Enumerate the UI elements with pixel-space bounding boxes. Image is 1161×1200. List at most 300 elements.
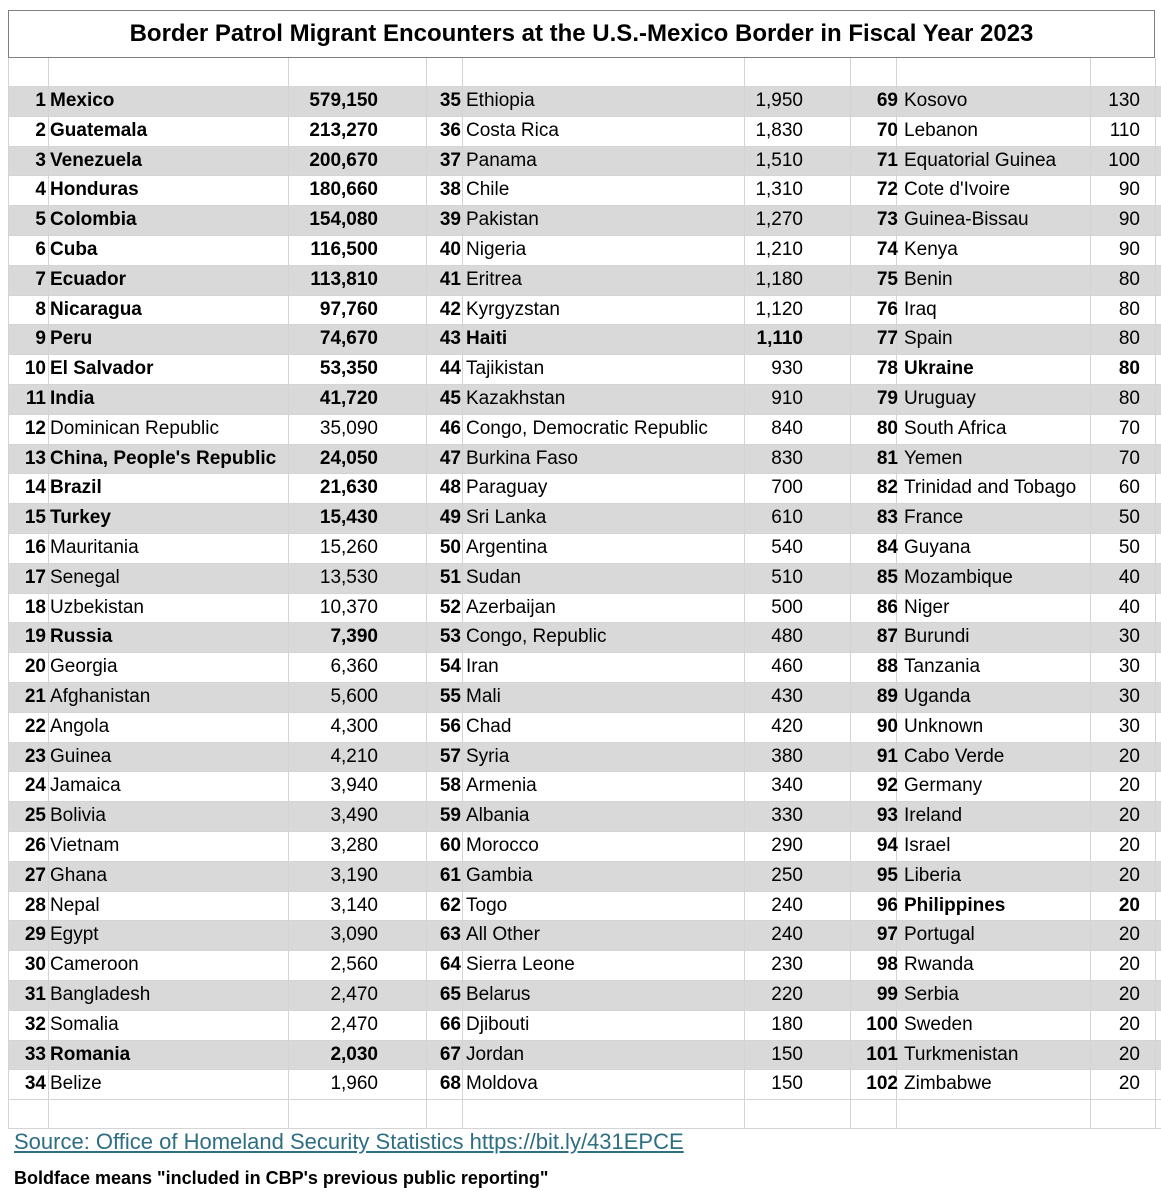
country-cell[interactable]: Panama [466, 149, 537, 171]
encounters-cell[interactable]: 220 [771, 984, 803, 1005]
encounters-cell[interactable]: 1,270 [755, 209, 803, 231]
country-cell[interactable]: Vietnam [50, 835, 120, 856]
rank-cell[interactable]: 29 [24, 924, 46, 946]
rank-cell[interactable]: 15 [24, 507, 46, 529]
country-cell[interactable]: Ethiopia [466, 90, 535, 111]
encounters-cell[interactable]: 840 [771, 417, 803, 439]
country-cell[interactable]: Sudan [466, 566, 521, 588]
encounters-cell[interactable]: 80 [1118, 328, 1140, 350]
country-cell[interactable]: Uganda [904, 686, 971, 707]
rank-cell[interactable]: 93 [876, 805, 898, 827]
encounters-cell[interactable]: 4,300 [330, 715, 378, 737]
country-cell[interactable]: Pakistan [466, 209, 539, 231]
rank-cell[interactable]: 52 [439, 596, 461, 618]
encounters-cell[interactable]: 20 [1118, 1013, 1140, 1035]
rank-cell[interactable]: 7 [35, 268, 46, 290]
encounters-cell[interactable]: 380 [771, 745, 803, 767]
country-cell[interactable]: Turkmenistan [904, 1043, 1019, 1065]
encounters-cell[interactable]: 30 [1118, 715, 1140, 737]
source-link[interactable]: Source: Office of Homeland Security Statistics https://bit.ly/431EPCE [14, 1129, 684, 1154]
country-cell[interactable]: Kyrgyzstan [466, 298, 560, 320]
encounters-cell[interactable]: 13,530 [319, 566, 378, 588]
rank-cell[interactable]: 45 [439, 388, 461, 409]
country-cell[interactable]: Colombia [50, 209, 137, 231]
country-cell[interactable]: Congo, Republic [466, 626, 607, 648]
country-cell[interactable]: Armenia [466, 775, 537, 797]
encounters-cell[interactable]: 250 [771, 864, 803, 886]
rank-cell[interactable]: 73 [876, 209, 898, 231]
encounters-cell[interactable]: 4,210 [330, 745, 378, 767]
encounters-cell[interactable]: 180 [771, 1013, 803, 1035]
encounters-cell[interactable]: 74,670 [319, 328, 378, 350]
encounters-cell[interactable]: 330 [771, 805, 803, 827]
encounters-cell[interactable]: 70 [1118, 447, 1140, 469]
rank-cell[interactable]: 14 [24, 477, 46, 499]
encounters-cell[interactable]: 3,140 [330, 894, 378, 916]
country-cell[interactable]: Chad [466, 715, 512, 737]
encounters-cell[interactable]: 20 [1118, 1043, 1140, 1065]
encounters-cell[interactable]: 100 [1108, 149, 1140, 171]
rank-cell[interactable]: 102 [866, 1073, 898, 1095]
country-cell[interactable]: Mali [466, 686, 501, 707]
encounters-cell[interactable]: 30 [1118, 626, 1140, 648]
country-cell[interactable]: Eritrea [466, 268, 522, 290]
rank-cell[interactable]: 22 [24, 715, 46, 737]
encounters-cell[interactable]: 340 [771, 775, 803, 797]
rank-cell[interactable]: 90 [876, 715, 898, 737]
country-cell[interactable]: Bangladesh [50, 984, 151, 1005]
rank-cell[interactable]: 60 [439, 835, 461, 856]
rank-cell[interactable]: 66 [439, 1013, 461, 1035]
country-cell[interactable]: Russia [50, 626, 113, 648]
encounters-cell[interactable]: 113,810 [310, 268, 378, 290]
encounters-cell[interactable]: 80 [1118, 298, 1140, 320]
country-cell[interactable]: Ecuador [50, 268, 127, 290]
country-cell[interactable]: Moldova [466, 1073, 538, 1095]
rank-cell[interactable]: 24 [24, 775, 46, 797]
encounters-cell[interactable]: 290 [771, 835, 803, 856]
encounters-cell[interactable]: 6,360 [330, 656, 378, 678]
rank-cell[interactable]: 101 [866, 1043, 898, 1065]
rank-cell[interactable]: 50 [439, 537, 461, 558]
rank-cell[interactable]: 70 [876, 119, 898, 141]
rank-cell[interactable]: 92 [876, 775, 898, 797]
encounters-cell[interactable]: 420 [771, 715, 803, 737]
rank-cell[interactable]: 36 [439, 119, 461, 141]
encounters-cell[interactable]: 3,940 [330, 775, 378, 797]
encounters-cell[interactable]: 2,470 [330, 1013, 378, 1035]
country-cell[interactable]: Sweden [904, 1013, 973, 1035]
rank-cell[interactable]: 63 [439, 924, 461, 946]
encounters-cell[interactable]: 110 [1109, 119, 1140, 141]
country-cell[interactable]: Turkey [50, 507, 111, 529]
country-cell[interactable]: Ireland [904, 805, 963, 827]
country-cell[interactable]: El Salvador [50, 358, 154, 380]
rank-cell[interactable]: 48 [439, 477, 461, 499]
rank-cell[interactable]: 89 [876, 686, 898, 707]
rank-cell[interactable]: 46 [439, 417, 461, 439]
rank-cell[interactable]: 72 [876, 179, 898, 201]
country-cell[interactable]: Uzbekistan [50, 596, 144, 618]
rank-cell[interactable]: 3 [35, 149, 46, 171]
country-cell[interactable]: Guyana [904, 537, 971, 558]
country-cell[interactable]: Ghana [50, 864, 108, 886]
rank-cell[interactable]: 33 [24, 1043, 46, 1065]
encounters-cell[interactable]: 50 [1118, 507, 1140, 529]
encounters-cell[interactable]: 21,630 [319, 477, 378, 499]
rank-cell[interactable]: 88 [876, 656, 898, 678]
encounters-cell[interactable]: 20 [1118, 775, 1140, 797]
rank-cell[interactable]: 23 [24, 745, 46, 767]
rank-cell[interactable]: 58 [439, 775, 461, 797]
encounters-cell[interactable]: 230 [771, 954, 803, 976]
encounters-cell[interactable]: 70 [1118, 417, 1140, 439]
rank-cell[interactable]: 19 [24, 626, 46, 648]
encounters-cell[interactable]: 97,760 [319, 298, 378, 320]
rank-cell[interactable]: 84 [876, 537, 898, 558]
rank-cell[interactable]: 16 [24, 537, 46, 558]
rank-cell[interactable]: 53 [439, 626, 461, 648]
encounters-cell[interactable]: 10,370 [319, 596, 378, 618]
country-cell[interactable]: All Other [466, 924, 540, 946]
rank-cell[interactable]: 26 [24, 835, 46, 856]
encounters-cell[interactable]: 3,280 [330, 835, 378, 856]
country-cell[interactable]: China, People's Republic [50, 447, 277, 469]
rank-cell[interactable]: 20 [24, 656, 46, 678]
encounters-cell[interactable]: 15,260 [319, 537, 378, 558]
encounters-cell[interactable]: 510 [771, 566, 803, 588]
country-cell[interactable]: Argentina [466, 537, 548, 558]
country-cell[interactable]: Liberia [904, 864, 962, 886]
rank-cell[interactable]: 49 [439, 507, 461, 529]
rank-cell[interactable]: 39 [439, 209, 461, 231]
country-cell[interactable]: India [50, 388, 95, 409]
rank-cell[interactable]: 95 [876, 864, 898, 886]
country-cell[interactable]: Benin [904, 268, 953, 290]
encounters-cell[interactable]: 610 [771, 507, 803, 529]
encounters-cell[interactable]: 1,830 [755, 119, 803, 141]
rank-cell[interactable]: 37 [439, 149, 461, 171]
encounters-cell[interactable]: 41,720 [319, 388, 378, 409]
country-cell[interactable]: Guinea-Bissau [904, 209, 1029, 231]
encounters-cell[interactable]: 20 [1118, 954, 1140, 976]
title-cell[interactable] [8, 10, 1155, 58]
country-cell[interactable]: Haiti [466, 328, 508, 350]
country-cell[interactable]: Trinidad and Tobago [904, 477, 1077, 499]
encounters-cell[interactable]: 15,430 [319, 507, 378, 529]
country-cell[interactable]: Senegal [50, 566, 120, 588]
country-cell[interactable]: Zimbabwe [904, 1073, 992, 1095]
encounters-cell[interactable]: 35,090 [319, 417, 378, 439]
rank-cell[interactable]: 85 [876, 566, 898, 588]
rank-cell[interactable]: 10 [24, 358, 46, 380]
encounters-cell[interactable]: 80 [1118, 388, 1140, 409]
country-cell[interactable]: Kosovo [904, 90, 968, 111]
rank-cell[interactable]: 21 [24, 686, 46, 707]
rank-cell[interactable]: 1 [35, 90, 46, 111]
encounters-cell[interactable]: 116,500 [310, 239, 378, 260]
rank-cell[interactable]: 79 [876, 388, 898, 409]
encounters-cell[interactable]: 30 [1118, 686, 1140, 707]
encounters-cell[interactable]: 540 [771, 537, 803, 558]
country-cell[interactable]: Belarus [466, 984, 531, 1005]
country-cell[interactable]: Mozambique [904, 566, 1013, 588]
country-cell[interactable]: Ukraine [904, 358, 974, 380]
country-cell[interactable]: Brazil [50, 477, 102, 499]
encounters-cell[interactable]: 154,080 [309, 209, 378, 231]
encounters-cell[interactable]: 7,390 [330, 626, 378, 648]
country-cell[interactable]: Germany [904, 775, 983, 797]
country-cell[interactable]: Morocco [466, 835, 539, 856]
encounters-cell[interactable]: 150 [771, 1043, 803, 1065]
encounters-cell[interactable]: 90 [1118, 239, 1140, 260]
rank-cell[interactable]: 4 [35, 179, 46, 201]
encounters-cell[interactable]: 3,090 [330, 924, 378, 946]
country-cell[interactable]: Sierra Leone [466, 954, 575, 976]
country-cell[interactable]: Unknown [904, 715, 984, 737]
country-cell[interactable]: Paraguay [466, 477, 548, 499]
country-cell[interactable]: Cameroon [50, 954, 139, 976]
encounters-cell[interactable]: 3,190 [330, 864, 378, 886]
country-cell[interactable]: Israel [904, 835, 951, 856]
rank-cell[interactable]: 17 [24, 566, 46, 588]
rank-cell[interactable]: 83 [876, 507, 898, 529]
encounters-cell[interactable]: 2,560 [330, 954, 378, 976]
rank-cell[interactable]: 69 [876, 90, 898, 111]
country-cell[interactable]: Jamaica [50, 775, 121, 797]
rank-cell[interactable]: 25 [24, 805, 46, 827]
encounters-cell[interactable]: 20 [1118, 745, 1140, 767]
country-cell[interactable]: Uruguay [904, 388, 976, 409]
country-cell[interactable]: Gambia [466, 864, 533, 886]
country-cell[interactable]: Bolivia [50, 805, 106, 827]
encounters-cell[interactable]: 40 [1118, 596, 1140, 618]
rank-cell[interactable]: 81 [876, 447, 898, 469]
country-cell[interactable]: Syria [466, 745, 510, 767]
rank-cell[interactable]: 34 [24, 1073, 46, 1095]
country-cell[interactable]: Azerbaijan [466, 596, 556, 618]
country-cell[interactable]: Costa Rica [466, 119, 559, 141]
rank-cell[interactable]: 5 [35, 209, 46, 231]
rank-cell[interactable]: 59 [439, 805, 461, 827]
encounters-cell[interactable]: 24,050 [319, 447, 378, 469]
rank-cell[interactable]: 68 [439, 1073, 461, 1095]
country-cell[interactable]: Kenya [904, 239, 958, 260]
encounters-cell[interactable]: 20 [1118, 805, 1140, 827]
rank-cell[interactable]: 41 [439, 268, 461, 290]
country-cell[interactable]: Albania [466, 805, 530, 827]
encounters-cell[interactable]: 90 [1118, 179, 1140, 201]
rank-cell[interactable]: 30 [24, 954, 46, 976]
encounters-cell[interactable]: 480 [771, 626, 803, 648]
rank-cell[interactable]: 38 [439, 179, 461, 201]
rank-cell[interactable]: 31 [24, 984, 46, 1005]
encounters-cell[interactable]: 5,600 [330, 686, 378, 707]
encounters-cell[interactable]: 40 [1118, 566, 1140, 588]
rank-cell[interactable]: 62 [439, 894, 461, 916]
country-cell[interactable]: Mauritania [50, 537, 139, 558]
rank-cell[interactable]: 94 [876, 835, 898, 856]
encounters-cell[interactable]: 830 [771, 447, 803, 469]
rank-cell[interactable]: 65 [439, 984, 461, 1005]
encounters-cell[interactable]: 20 [1118, 984, 1140, 1005]
rank-cell[interactable]: 76 [876, 298, 898, 320]
rank-cell[interactable]: 47 [439, 447, 461, 469]
rank-cell[interactable]: 87 [876, 626, 898, 648]
encounters-cell[interactable]: 930 [771, 358, 803, 380]
country-cell[interactable]: Cabo Verde [904, 745, 1005, 767]
rank-cell[interactable]: 78 [876, 358, 898, 380]
encounters-cell[interactable]: 80 [1118, 268, 1140, 290]
encounters-cell[interactable]: 213,270 [309, 119, 378, 141]
encounters-cell[interactable]: 1,210 [755, 239, 803, 260]
country-cell[interactable]: Dominican Republic [50, 417, 219, 439]
encounters-cell[interactable]: 20 [1118, 864, 1140, 886]
rank-cell[interactable]: 74 [876, 239, 898, 260]
rank-cell[interactable]: 55 [439, 686, 461, 707]
encounters-cell[interactable]: 460 [771, 656, 803, 678]
rank-cell[interactable]: 18 [24, 596, 46, 618]
rank-cell[interactable]: 57 [439, 745, 461, 767]
encounters-cell[interactable]: 1,110 [756, 328, 803, 350]
country-cell[interactable]: Georgia [50, 656, 118, 678]
rank-cell[interactable]: 86 [876, 596, 898, 618]
rank-cell[interactable]: 43 [439, 328, 461, 350]
rank-cell[interactable]: 71 [876, 149, 898, 171]
encounters-cell[interactable]: 1,960 [330, 1073, 378, 1095]
rank-cell[interactable]: 40 [439, 239, 461, 260]
rank-cell[interactable]: 42 [439, 298, 461, 320]
encounters-cell[interactable]: 1,180 [755, 268, 803, 290]
country-cell[interactable]: Tajikistan [466, 358, 545, 380]
encounters-cell[interactable]: 180,660 [309, 179, 378, 201]
encounters-cell[interactable]: 200,670 [309, 149, 378, 171]
rank-cell[interactable]: 75 [876, 268, 898, 290]
encounters-cell[interactable]: 430 [771, 686, 803, 707]
rank-cell[interactable]: 96 [876, 894, 898, 916]
country-cell[interactable]: Niger [904, 596, 950, 618]
encounters-cell[interactable]: 2,030 [330, 1043, 378, 1065]
country-cell[interactable]: Peru [50, 328, 93, 350]
encounters-cell[interactable]: 579,150 [309, 90, 378, 111]
encounters-cell[interactable]: 53,350 [319, 358, 378, 380]
country-cell[interactable]: Burkina Faso [466, 447, 578, 469]
country-cell[interactable]: Jordan [466, 1043, 525, 1065]
country-cell[interactable]: Nepal [50, 894, 100, 916]
encounters-cell[interactable]: 1,950 [755, 90, 803, 111]
encounters-cell[interactable]: 910 [771, 388, 803, 409]
country-cell[interactable]: Nigeria [466, 239, 527, 260]
country-cell[interactable]: Yemen [904, 447, 963, 469]
rank-cell[interactable]: 12 [24, 417, 46, 439]
rank-cell[interactable]: 27 [24, 864, 46, 886]
country-cell[interactable]: Guatemala [50, 119, 148, 141]
rank-cell[interactable]: 61 [439, 864, 461, 886]
rank-cell[interactable]: 54 [439, 656, 461, 678]
country-cell[interactable]: Burundi [904, 626, 970, 648]
country-cell[interactable]: Honduras [50, 179, 139, 201]
country-cell[interactable]: Serbia [904, 984, 959, 1005]
rank-cell[interactable]: 99 [876, 984, 898, 1005]
rank-cell[interactable]: 64 [439, 954, 461, 976]
country-cell[interactable]: Romania [50, 1043, 131, 1065]
encounters-cell[interactable]: 150 [771, 1073, 803, 1095]
country-cell[interactable]: Lebanon [904, 119, 978, 141]
encounters-cell[interactable]: 60 [1118, 477, 1140, 499]
country-cell[interactable]: Egypt [50, 924, 99, 946]
rank-cell[interactable]: 2 [35, 119, 46, 141]
rank-cell[interactable]: 13 [24, 447, 46, 469]
encounters-cell[interactable]: 90 [1118, 209, 1140, 231]
encounters-cell[interactable]: 20 [1118, 1073, 1140, 1095]
country-cell[interactable]: Iran [466, 656, 499, 678]
country-cell[interactable]: Sri Lanka [466, 507, 547, 529]
country-cell[interactable]: Angola [50, 715, 110, 737]
country-cell[interactable]: Spain [904, 328, 953, 350]
country-cell[interactable]: South Africa [904, 417, 1007, 439]
encounters-cell[interactable]: 240 [771, 894, 803, 916]
rank-cell[interactable]: 6 [35, 239, 46, 260]
encounters-cell[interactable]: 1,120 [755, 298, 803, 320]
country-cell[interactable]: Portugal [904, 924, 975, 946]
rank-cell[interactable]: 80 [876, 417, 898, 439]
country-cell[interactable]: France [904, 507, 964, 529]
country-cell[interactable]: Rwanda [904, 954, 974, 976]
country-cell[interactable]: Mexico [50, 90, 115, 111]
rank-cell[interactable]: 97 [876, 924, 898, 946]
country-cell[interactable]: Djibouti [466, 1013, 530, 1035]
rank-cell[interactable]: 44 [439, 358, 461, 380]
rank-cell[interactable]: 11 [25, 388, 46, 409]
encounters-cell[interactable]: 30 [1118, 656, 1140, 678]
encounters-cell[interactable]: 130 [1108, 90, 1140, 111]
encounters-cell[interactable]: 500 [771, 596, 803, 618]
country-cell[interactable]: Tanzania [904, 656, 981, 678]
rank-cell[interactable]: 67 [439, 1043, 461, 1065]
rank-cell[interactable]: 56 [439, 715, 461, 737]
rank-cell[interactable]: 9 [35, 328, 46, 350]
country-cell[interactable]: Equatorial Guinea [904, 149, 1057, 171]
encounters-cell[interactable]: 700 [771, 477, 803, 499]
encounters-cell[interactable]: 1,510 [755, 149, 803, 171]
encounters-cell[interactable]: 20 [1118, 835, 1140, 856]
rank-cell[interactable]: 51 [439, 566, 461, 588]
rank-cell[interactable]: 35 [439, 90, 461, 111]
country-cell[interactable]: Afghanistan [50, 686, 151, 707]
encounters-cell[interactable]: 20 [1118, 924, 1140, 946]
rank-cell[interactable]: 32 [24, 1013, 46, 1035]
country-cell[interactable]: Iraq [904, 298, 937, 320]
country-cell[interactable]: Belize [50, 1073, 102, 1095]
country-cell[interactable]: Venezuela [50, 149, 142, 171]
encounters-cell[interactable]: 2,470 [330, 984, 378, 1005]
rank-cell[interactable]: 8 [35, 298, 46, 320]
country-cell[interactable]: Congo, Democratic Republic [466, 417, 708, 439]
country-cell[interactable]: Somalia [50, 1013, 119, 1035]
rank-cell[interactable]: 98 [876, 954, 898, 976]
country-cell[interactable]: Chile [466, 179, 510, 201]
country-cell[interactable]: Guinea [50, 745, 112, 767]
country-cell[interactable]: Kazakhstan [466, 388, 566, 409]
encounters-cell[interactable]: 20 [1118, 894, 1140, 916]
encounters-cell[interactable]: 50 [1118, 537, 1140, 558]
country-cell[interactable]: Cuba [50, 239, 98, 260]
rank-cell[interactable]: 28 [24, 894, 46, 916]
encounters-cell[interactable]: 80 [1118, 358, 1140, 380]
rank-cell[interactable]: 77 [876, 328, 898, 350]
encounters-cell[interactable]: 240 [771, 924, 803, 946]
country-cell[interactable]: Philippines [904, 894, 1006, 916]
